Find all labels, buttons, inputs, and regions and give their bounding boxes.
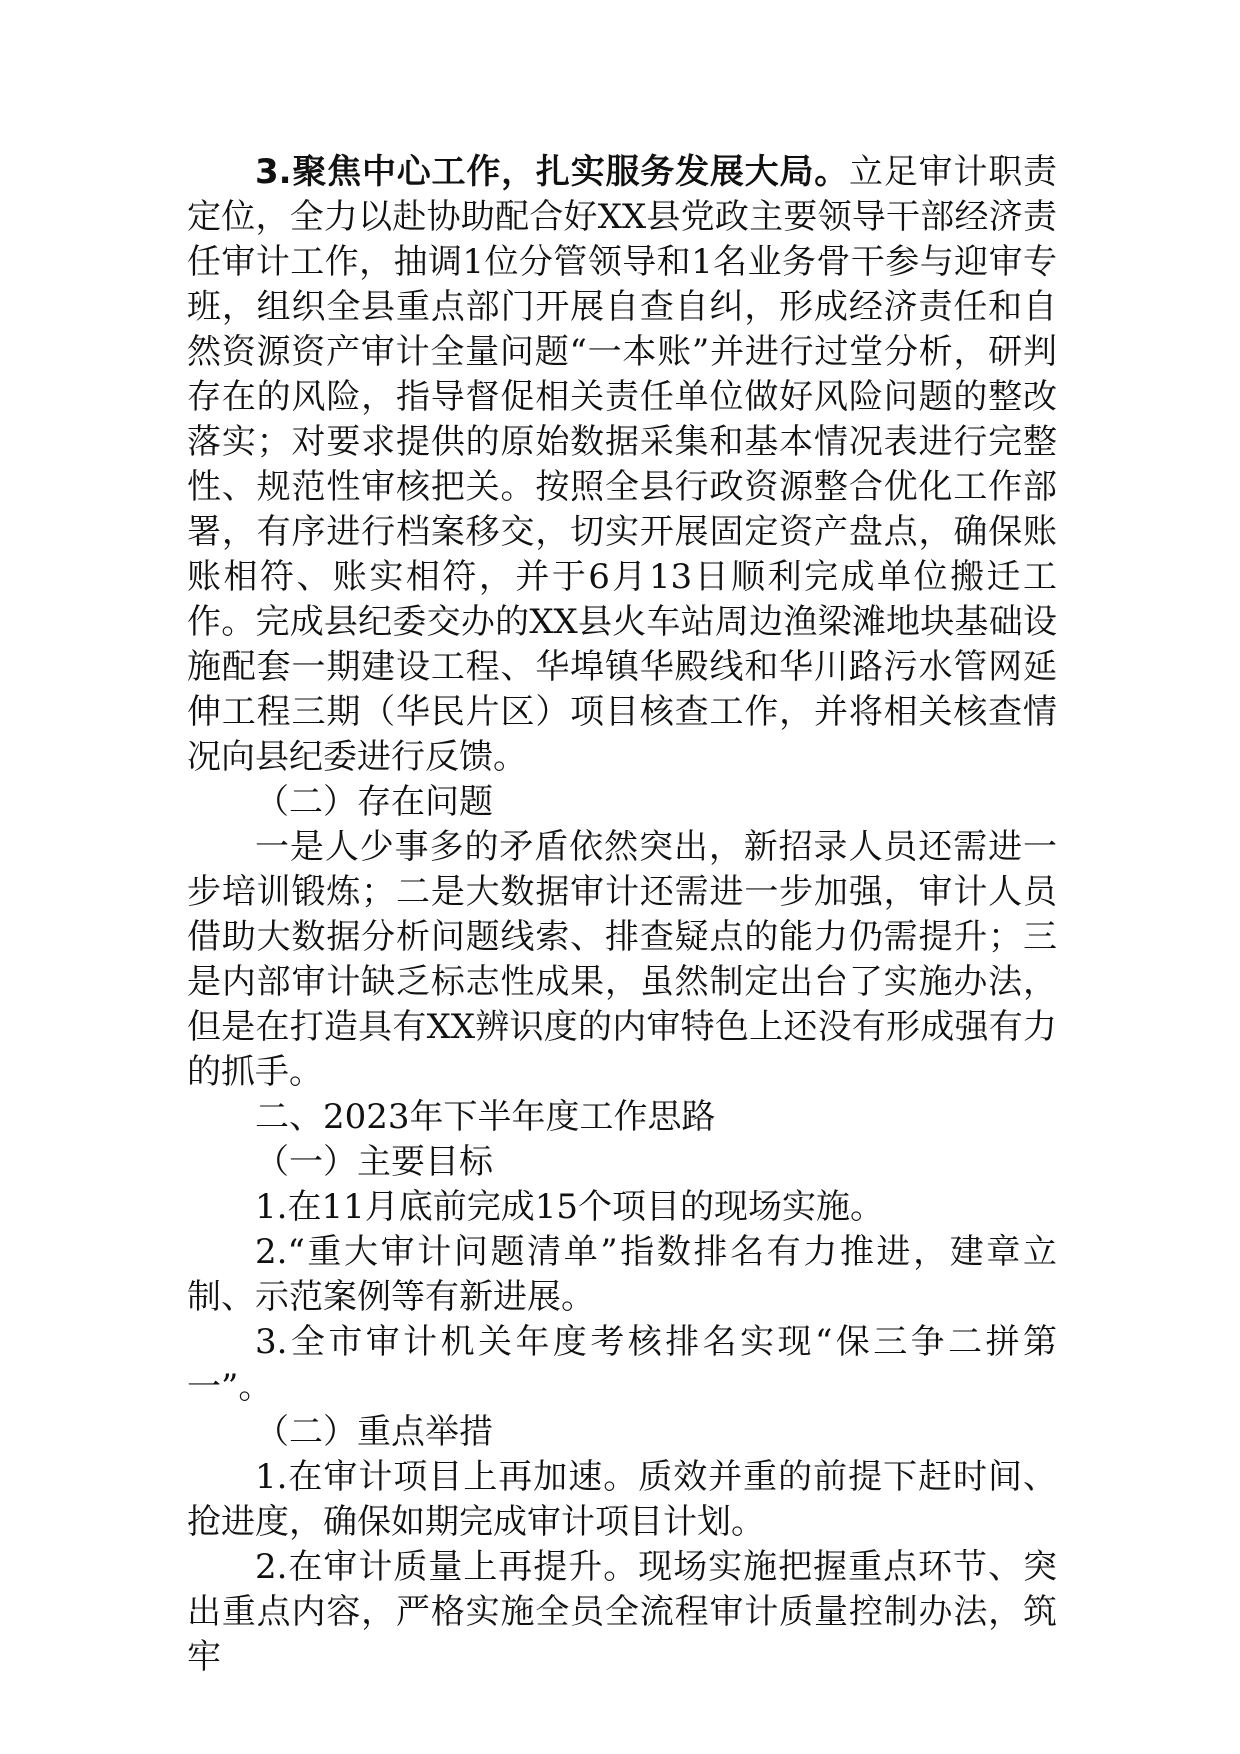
- measure-item-1: 1.在审计项目上再加速。质效并重的前提下赶时间、抢进度，确保如期完成审计项目计划。: [187, 1457, 1057, 1542]
- section-3-paragraph: [187, 150, 1057, 780]
- section-3-body: 立足审计职责定位，全力以赴协助配合好XX县党政主要领导干部经济责任审计工作，抽调1位分管领导和1名业务骨干参与迎审专班，组织全县重点部门开展自查自纠，形成经济责任和自然资源资产审计全量问题“一本账”并进行过堂分析，研判存在的风险，指导督促相关责任单位做好风险问题的整改落实；对要求提供的原始数据采集和基本情况表进行完整性、规范性审核把关。按照全县行政资源整合优化工作部署，有序进行档案移交，切实开展固定资产盘点，确保账账相符、账实相符，并于6月13日顺利完成单位搬迁工作。完成县纪委交办的XX县火车站周边渔梁滩地块基础设施配套一期建设工程、华埠镇华殿线和华川路污水管网延伸工程三期（华民片区）项目核查工作，并将相关核查情况向县纪委进行反馈。: [187, 152, 1058, 777]
- goal-item-3: 3.全市审计机关年度考核排名实现“保三争二拼第一”。: [187, 1322, 1057, 1407]
- measure-item-2: 2.在审计质量上再提升。现场实施把握重点环节、突出重点内容，严格实施全员全流程审计质量控制办法，筑牢: [187, 1547, 1057, 1677]
- goal-item-1: 1.在11月底前完成15个项目的现场实施。: [255, 1187, 884, 1227]
- part-two-heading: 二、2023年下半年度工作思路: [255, 1097, 716, 1137]
- problems-heading: （二）存在问题: [255, 782, 493, 822]
- goal-item-2: 2.“重大审计问题清单”指数排名有力推进，建章立制、示范案例等有新进展。: [187, 1232, 1057, 1317]
- problems-body: 一是人少事多的矛盾依然突出，新招录人员还需进一步培训锻炼；二是大数据审计还需进一步加强，审计人员借助大数据分析问题线索、排查疑点的能力仍需提升；三是内部审计缺乏标志性成果，虽然制定出台了实施办法，但是在打造具有XX辨识度的内审特色上还没有形成强有力的抓手。: [187, 827, 1057, 1092]
- goals-heading: （一）主要目标: [255, 1142, 493, 1182]
- document-page: [187, 150, 1057, 1680]
- measures-heading: （二）重点举措: [255, 1412, 493, 1452]
- section-3-heading: 3.聚焦中心工作，扎实服务发展大局。: [255, 152, 850, 192]
